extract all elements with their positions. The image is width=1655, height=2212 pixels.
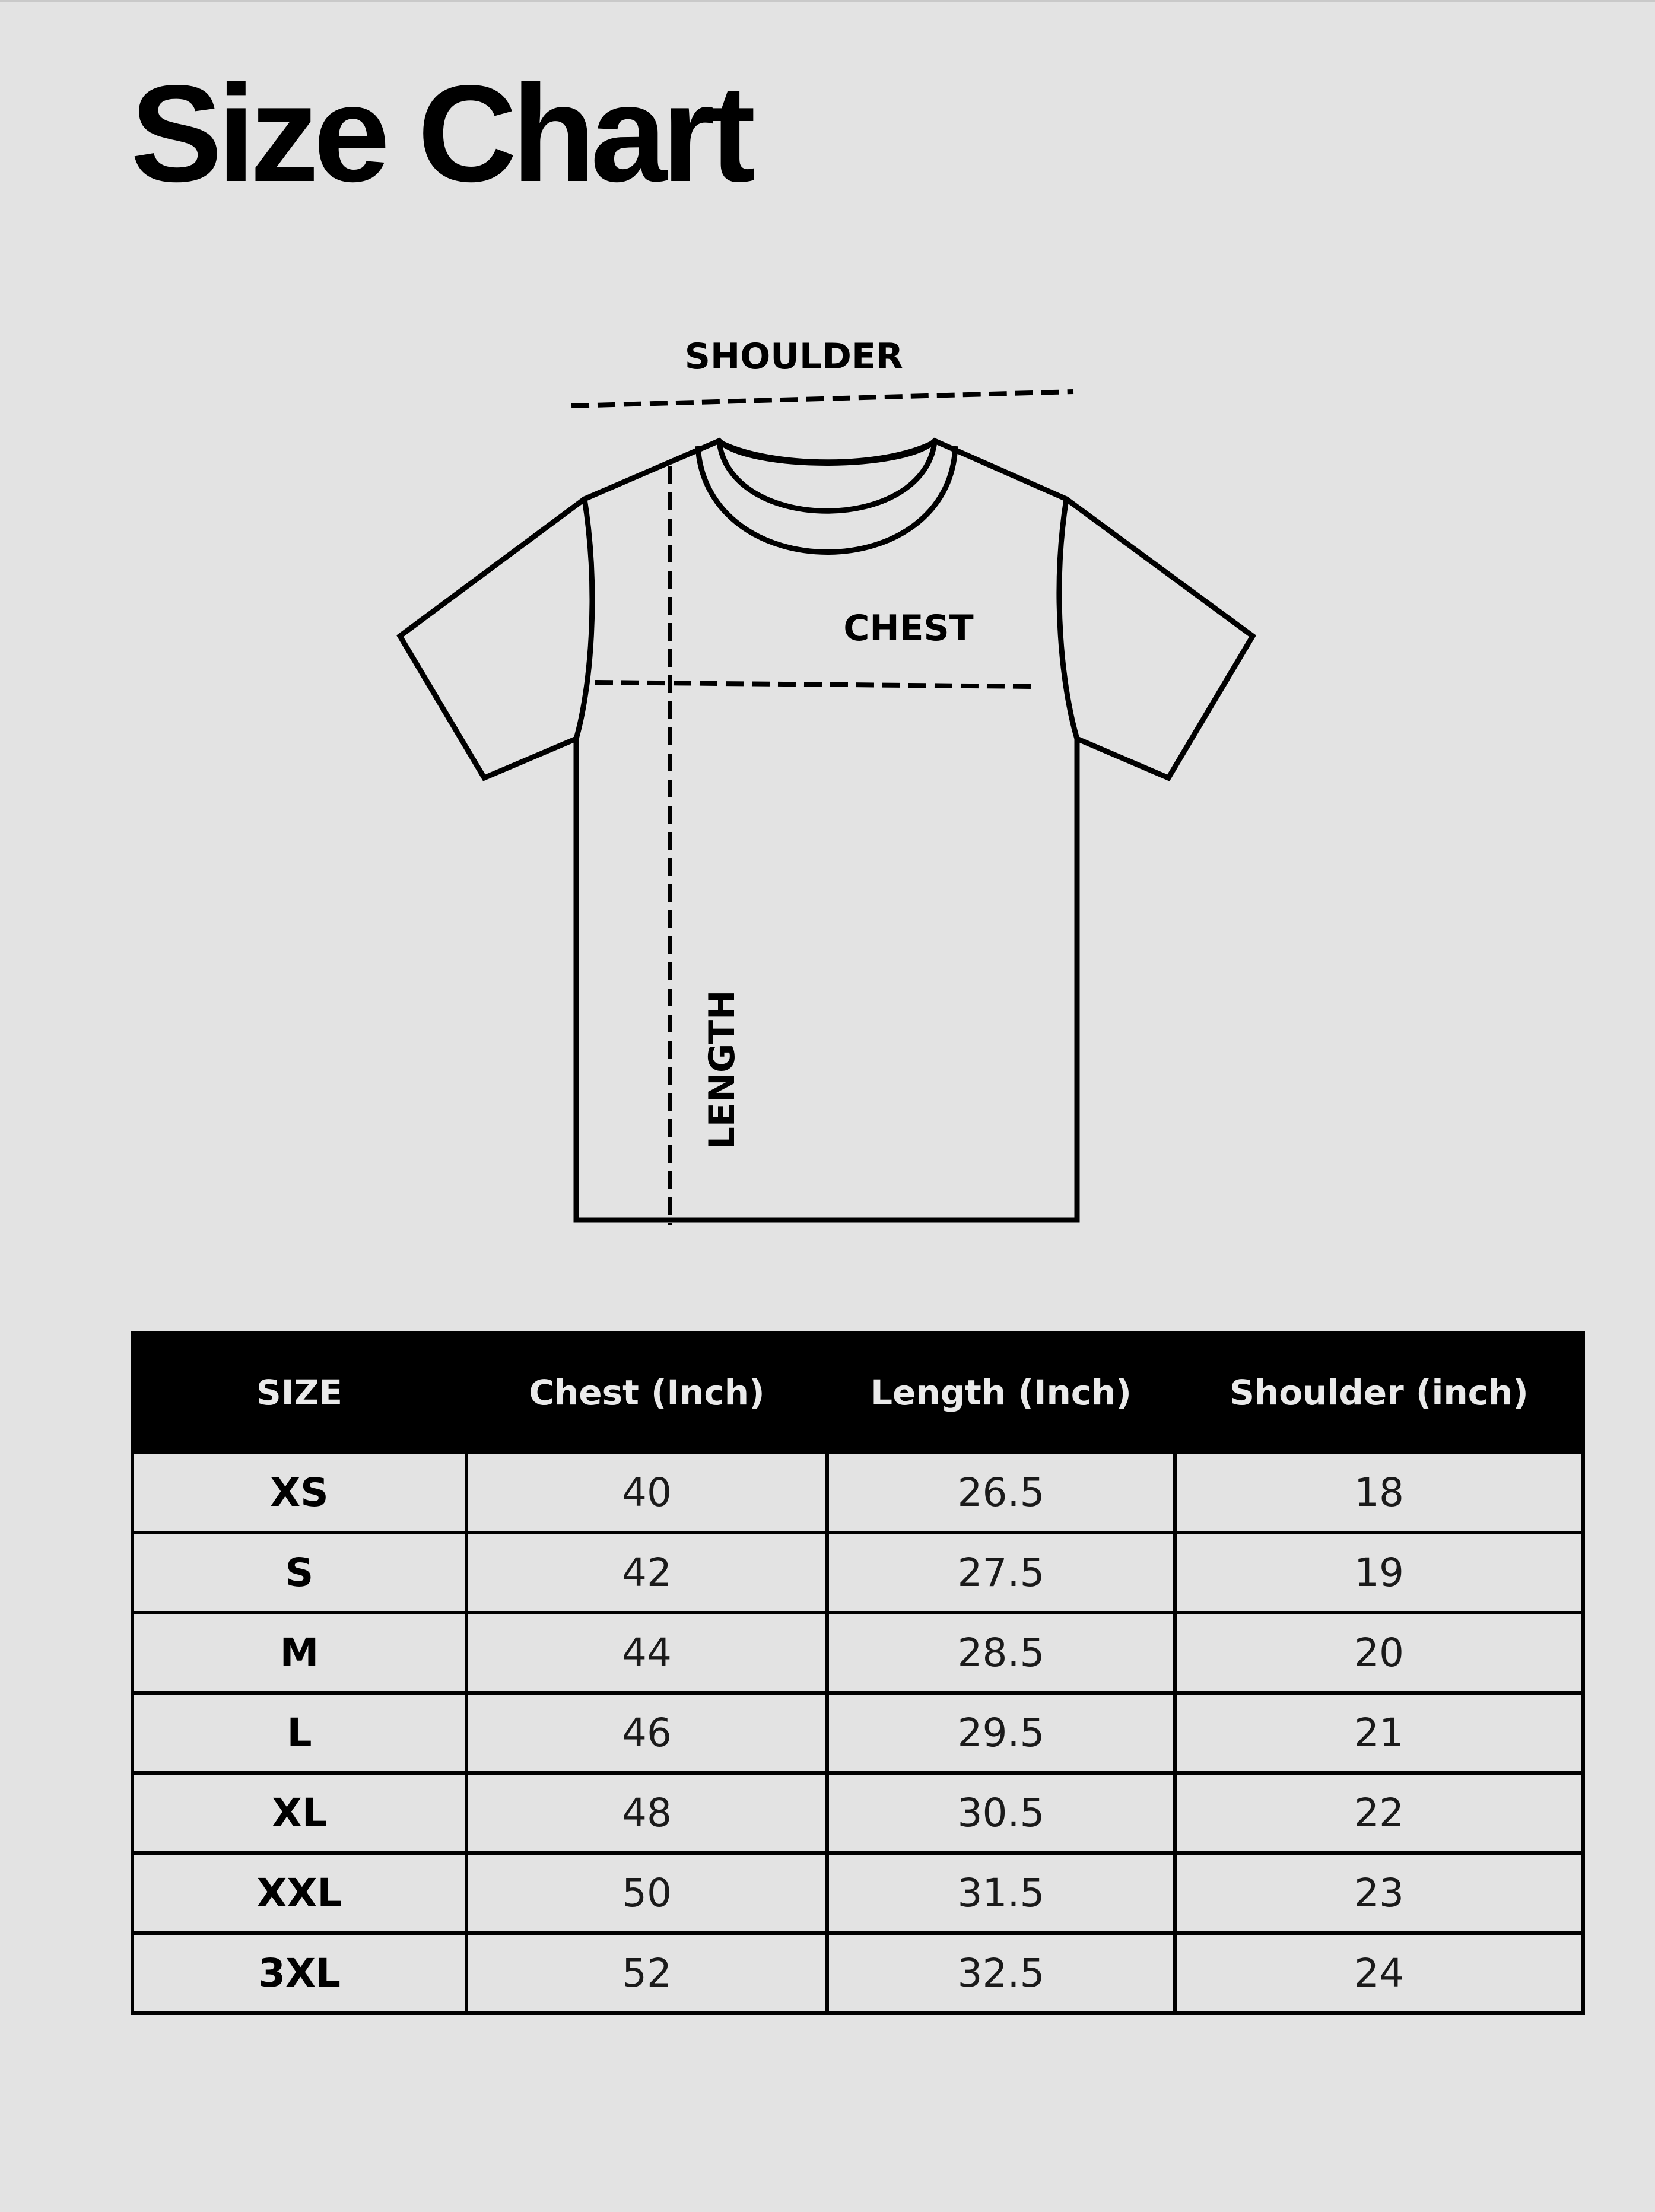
length-cell: 31.5 (827, 1853, 1175, 1933)
header-size: SIZE (132, 1333, 466, 1453)
shoulder-cell: 24 (1175, 1933, 1583, 2013)
size-cell: M (132, 1613, 466, 1693)
shoulder-cell: 18 (1175, 1453, 1583, 1533)
chest-cell: 44 (466, 1613, 827, 1693)
table-header-row (132, 1333, 1583, 1453)
chest-cell: 42 (466, 1533, 827, 1613)
length-cell: 28.5 (827, 1613, 1175, 1693)
length-cell: 29.5 (827, 1693, 1175, 1773)
chest-cell: 48 (466, 1773, 827, 1853)
right-sleeve (1066, 499, 1253, 778)
table-row (132, 1773, 1583, 1853)
chest-cell: 52 (466, 1933, 827, 2013)
header-chest: Chest (Inch) (466, 1333, 827, 1453)
shoulder-cell: 23 (1175, 1853, 1583, 1933)
header-shoulder: Shoulder (inch) (1175, 1333, 1583, 1453)
shoulder-cell: 20 (1175, 1613, 1583, 1693)
size-table (131, 1331, 1585, 2015)
chest-cell: 46 (466, 1693, 827, 1773)
table-row (132, 1693, 1583, 1773)
length-cell: 26.5 (827, 1453, 1175, 1533)
length-cell: 32.5 (827, 1933, 1175, 2013)
shoulder-cell: 22 (1175, 1773, 1583, 1853)
size-cell: XXL (132, 1853, 466, 1933)
chest-cell: 40 (466, 1453, 827, 1533)
header-length: Length (Inch) (827, 1333, 1175, 1453)
shoulder-measure-line (571, 392, 1073, 406)
shoulder-cell: 21 (1175, 1693, 1583, 1773)
neckline (719, 442, 935, 462)
table-row (132, 1933, 1583, 2013)
size-cell: L (132, 1693, 466, 1773)
length-cell: 30.5 (827, 1773, 1175, 1853)
chest-cell: 50 (466, 1853, 827, 1933)
table-row (132, 1453, 1583, 1533)
shoulder-cell: 19 (1175, 1533, 1583, 1613)
size-cell: S (132, 1533, 466, 1613)
left-sleeve (400, 499, 585, 778)
length-label: LENGTH (701, 990, 743, 1150)
table-row (132, 1613, 1583, 1693)
tshirt-outline (576, 441, 1077, 1220)
chest-label: CHEST (843, 608, 974, 649)
size-cell: 3XL (132, 1933, 466, 2013)
table-row (132, 1853, 1583, 1933)
shoulder-label: SHOULDER (684, 336, 904, 377)
size-cell: XL (132, 1773, 466, 1853)
length-cell: 27.5 (827, 1533, 1175, 1613)
chest-measure-line (595, 682, 1033, 687)
size-cell: XS (132, 1453, 466, 1533)
table-row (132, 1533, 1583, 1613)
page-title: Size Chart (131, 57, 751, 211)
